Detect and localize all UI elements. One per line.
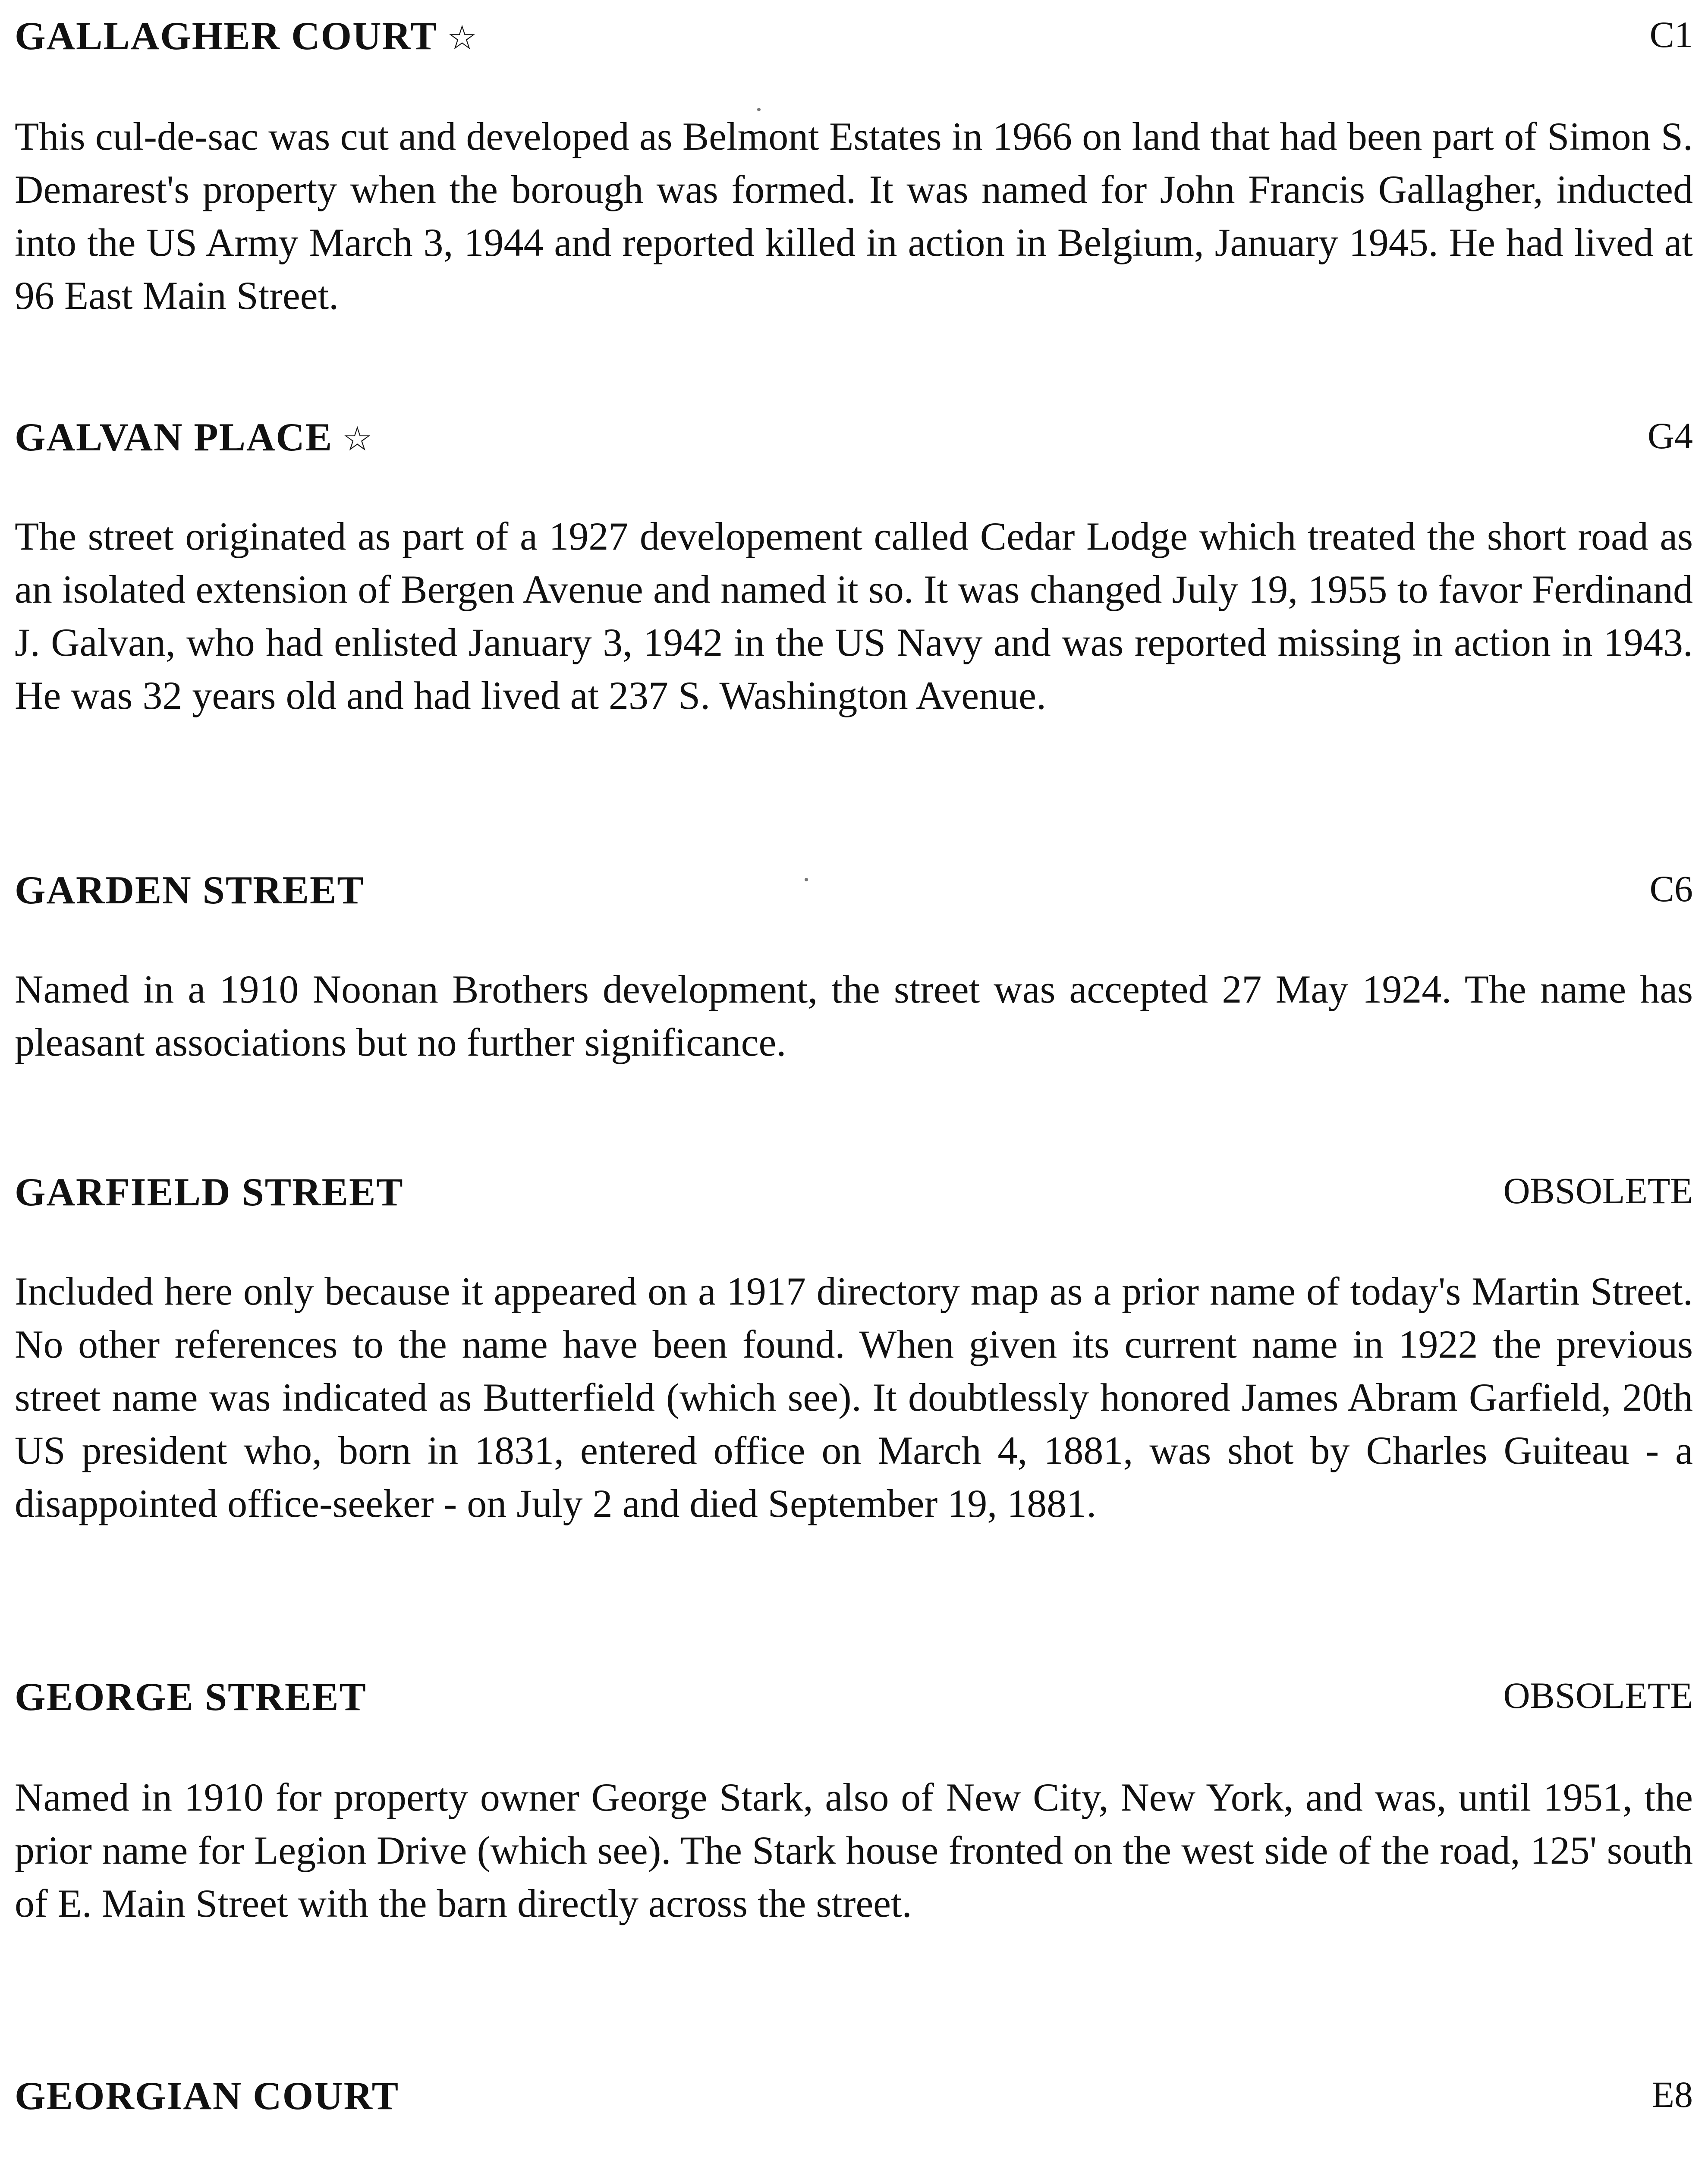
entry-header [15, 1674, 1693, 1721]
entry-garden-street [15, 867, 1693, 1064]
entry-galvan-place [15, 414, 1693, 717]
street-name-heading: GARDEN STREET [15, 868, 365, 912]
entry-header [15, 867, 1693, 915]
scan-speck [757, 108, 761, 111]
entry-description: The street originated as part of a 1927 developement called Cedar Lodge which treated the short road as an isolated extension of Bergen Avenue and named it so. It was changed July 19, 1955 to favor Ferdinand J. Galvan, who had enlisted January 3, 1942 in the US Navy and was reported missing in action in 1943. He was 32 years old and had lived at 237 S. Washington Avenue. [15, 514, 1693, 717]
entry-george-street [15, 1674, 1693, 1925]
grid-reference: E8 [1651, 2074, 1693, 2115]
entry-gallagher-court [15, 13, 1693, 318]
entry-description: This cul-de-sac was cut and developed as Belmont Estates in 1966 on land that had been part of Simon S. Demarest's property when the borough was formed. It was named for John Francis Gallagher, inducted into the US Army March 3, 1944 and reported killed in action in Belgium, January 1945. He had lived at 96 East Main Street. [15, 114, 1693, 318]
entry-header [15, 1169, 1693, 1217]
entry-header [15, 414, 1693, 462]
street-name-heading: GALLAGHER COURT ☆ [15, 14, 478, 58]
entry-description: Included here only because it appeared on a 1917 directory map as a prior name of today's Martin Street. No other references to the name have been found. When given its current name in 1922 the previous street name was indicated as Butterfield (which see). It doubtlessly honored James Abram Garfield, 20th US president who, born in 1831, entered office on March 4, 1881, was shot by Charles Guiteau - a disappointed office-seeker - on July 2 and died September 19, 1881. [15, 1269, 1693, 1525]
street-name-heading: GEORGIAN COURT [15, 2074, 399, 2118]
entry-description: Named in 1910 for property owner George Stark, also of New City, New York, and was, until 1951, the prior name for Legion Drive (which see). The Stark house fronted on the west side of the road, 125' south of E. Main Street with the barn directly across the street. [15, 1775, 1693, 1925]
street-name-heading: GARFIELD STREET [15, 1170, 404, 1214]
grid-reference: OBSOLETE [1503, 1170, 1693, 1211]
grid-reference: G4 [1647, 415, 1693, 456]
entry-georgian-court [15, 2073, 1693, 2120]
grid-reference: OBSOLETE [1503, 1675, 1693, 1716]
star-icon: ☆ [447, 19, 478, 57]
street-name-heading: GALVAN PLACE ☆ [15, 415, 374, 459]
street-name-heading: GEORGE STREET [15, 1675, 367, 1719]
entry-garfield-street [15, 1169, 1693, 1525]
star-icon: ☆ [342, 420, 374, 458]
entry-description: Named in a 1910 Noonan Brothers development, the street was accepted 27 May 1924. The name has pleasant associations but no further significance. [15, 967, 1693, 1064]
grid-reference: C1 [1649, 14, 1693, 55]
scan-speck [805, 878, 808, 881]
entry-header [15, 2073, 1693, 2120]
grid-reference: C6 [1649, 868, 1693, 909]
entry-header [15, 13, 1693, 60]
